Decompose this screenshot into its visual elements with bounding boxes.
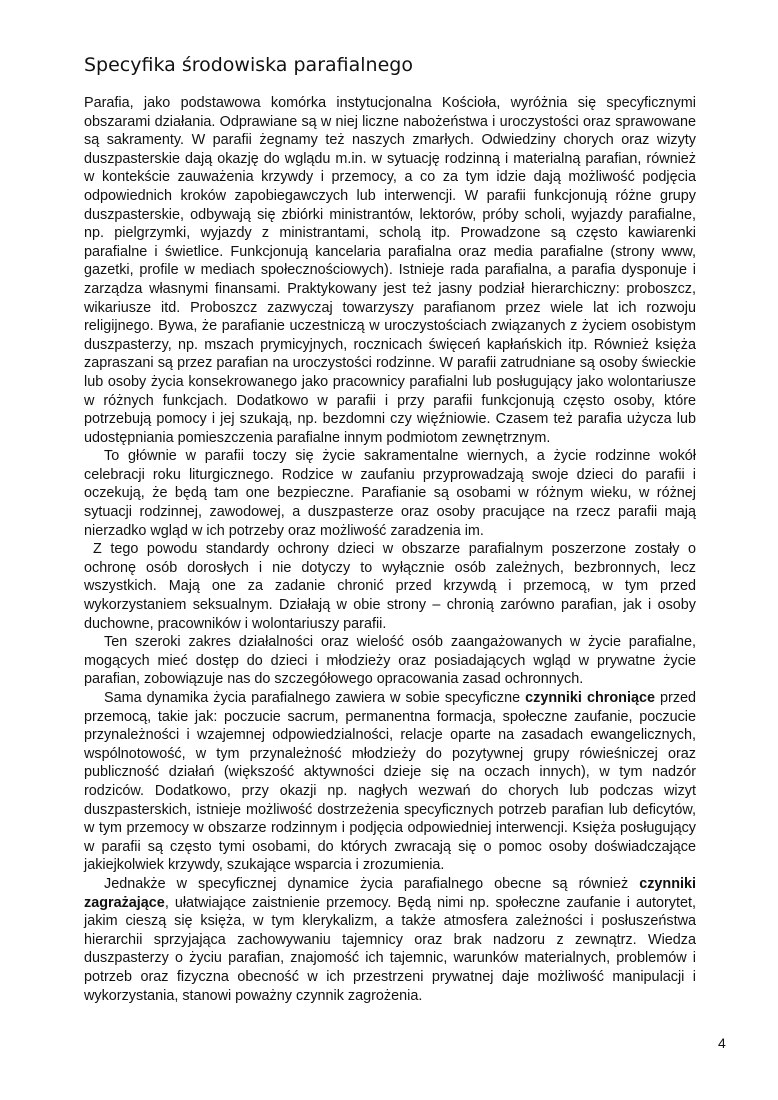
paragraph-parish-activities: Parafia, jako podstawowa komórka instytucjonalna Kościoła, wyróżnia się specyficznymi obszarami działania. Odprawiane są w niej liczne nabożeństwa i uroczystości oraz sprawowane są sakramenty. W parafii żegnamy też naszych zmarłych. Odwiedziny chorych oraz wizyty duszpasterskie dają okazję do wglądu m.in. w sytuację rodzinną i materialną parafian, również w kontekście zauważenia krzywdy i przemocy, a co za tym idzie dają możliwość podjęcia odpowiednich kroków zapobiegawczych lub interwencji. W parafii funkcjonują różne grupy duszpasterskie, odbywają się zbiórki ministrantów, lektorów, próby scholi, wyjazdy parafialne, np. pielgrzymki, wyjazdy z ministrantami, scholą itp. Prowadzone są często kawiarenki parafialne i świetlice. Funkcjonują kancelaria parafialna oraz media parafialne (strony www, gazetki, profile w mediach społecznościowych). Istnieje rada parafialna, a parafia dysponuje i zarządza własnymi finansami. Praktykowany jest też jasny podział hierarchiczny: proboszcz, wikariusze itd. Proboszcz zazwyczaj towarzyszy parafianom przez wiele lat ich rozwoju religijnego. Bywa, że parafianie uczestniczą w uroczystościach związanych z życiem osobistym duszpasterzy, np. mszach prymicyjnych, rocznicach święceń kapłańskich itp. Również księża zapraszani są przez parafian na uroczystości rodzinne. W parafii zatrudniane są osoby świeckie lub osoby życia konsekrowanego jako pracownicy parafialni lub posługujący jako wolontariusze w różnych funkcjach. Dodatkowo w parafii i przy parafii funkcjonują często osoby, które potrzebują pomocy i jej szukają, np. bezdomni czy więźniowie. Czasem też parafia użycza lub udostępniania pomieszczenia parafialne innym podmiotom zewnętrznym.: [84, 95, 696, 446]
protective-factors-intro: Sama dynamika życia parafialnego zawiera w sobie specyficzne: [104, 690, 526, 706]
paragraph-protective-factors: [84, 689, 696, 875]
paragraph-sacramental-life: To głównie w parafii toczy się życie sakramentalne wiernych, a życie rodzinne wokół celebracji roku liturgicznego. Rodzice w zaufaniu przyprowadzają swoje dzieci do parafii i oczekują, że będą tam one bezpieczne. Parafianie są osobami w różnym wieku, w różnej sytuacji rodzinnej, zawodowej, a duszpasterze oraz osoby pracujące na rzecz parafii mają nierzadko wgląd w ich potrzeby oraz możliwość zaradzenia im.: [84, 448, 696, 539]
protective-factors-body: przed przemocą, takie jak: poczucie sacrum, permanentna formacja, społeczne zaufanie, poczucie przynależności i wzajemnej odpowiedzialności, relacje oparte na zasadach ewangelicznych, wspólnotowość, w tym przynależność młodzieży do pozytywnej grupy rówieśniczej oraz publiczność działań (większość aktywności dzieje się na oczach innych), w tym nadzór rodziców. Dodatkowo, przy okazji np. nagłych wezwań do chorych lub podczas wizyt duszpasterskich, istnieje możliwość dostrzeżenia specyficznych potrzeb parafian lub deficytów, w tym przemocy w obszarze rodzinnym i podjęcia odpowiedniej interwencji. Księża posługujący w parafii są często tymi osobami, do których zwracają się o pomoc osoby doświadczające jakiejkolwiek krzywdy, szukające wsparcia i zrozumienia.: [84, 690, 697, 874]
paragraph-scope-of-activity: Ten szeroki zakres działalności oraz wielość osób zaangażowanych w życie parafialne, mogących mieć dostęp do dzieci i młodzieży oraz posiadających wgląd w prywatne życie parafian, zobowiązuje nas do szczegółowego opracowania zasad ochronnych.: [84, 634, 696, 688]
document-page: [84, 52, 696, 1005]
paragraph-risk-factors: [84, 875, 696, 1005]
document-title: Specyfika środowiska parafialnego: [84, 54, 413, 76]
paragraph-protection-standards: Z tego powodu standardy ochrony dzieci w obszarze parafialnym poszerzone zostały o ochronę osób dorosłych i nie dotyczy to wyłącznie osób zależnych, bezbronnych, lecz wszystkich. Mają one za zadanie chronić przed krzywdą i przemocą, w tym przed wykorzystaniem seksualnym. Działają w obie strony – chronią zarówno parafian, jak i osoby duchowne, pracowników i wolontariuszy parafii.: [84, 541, 696, 632]
protective-factors-term: czynniki chroniące: [525, 690, 655, 706]
page-number: 4: [718, 1035, 726, 1051]
risk-factors-body: , ułatwiające zaistnienie przemocy. Będą nimi np. społeczne zaufanie i autorytet, jakim cieszą się księża, w tym klerykalizm, a także atmosfera zależności i posłuszeństwa hierarchii sprzyjająca zachowywaniu tajemnicy oraz brak nadzoru z zewnątrz. Wiedza duszpasterzy o życiu parafian, znajomość ich tajemnic, warunków materialnych, problemów i potrzeb oraz fizyczna obecność w ich przestrzeni prywatnej daje możliwość manipulacji i wykorzystania, stanowi poważny czynnik zagrożenia.: [84, 894, 696, 1004]
risk-factors-intro: Jednakże w specyficznej dynamice życia parafialnego obecne są również: [104, 875, 640, 892]
risk-factors-term: czynniki zagrażające: [84, 875, 696, 911]
